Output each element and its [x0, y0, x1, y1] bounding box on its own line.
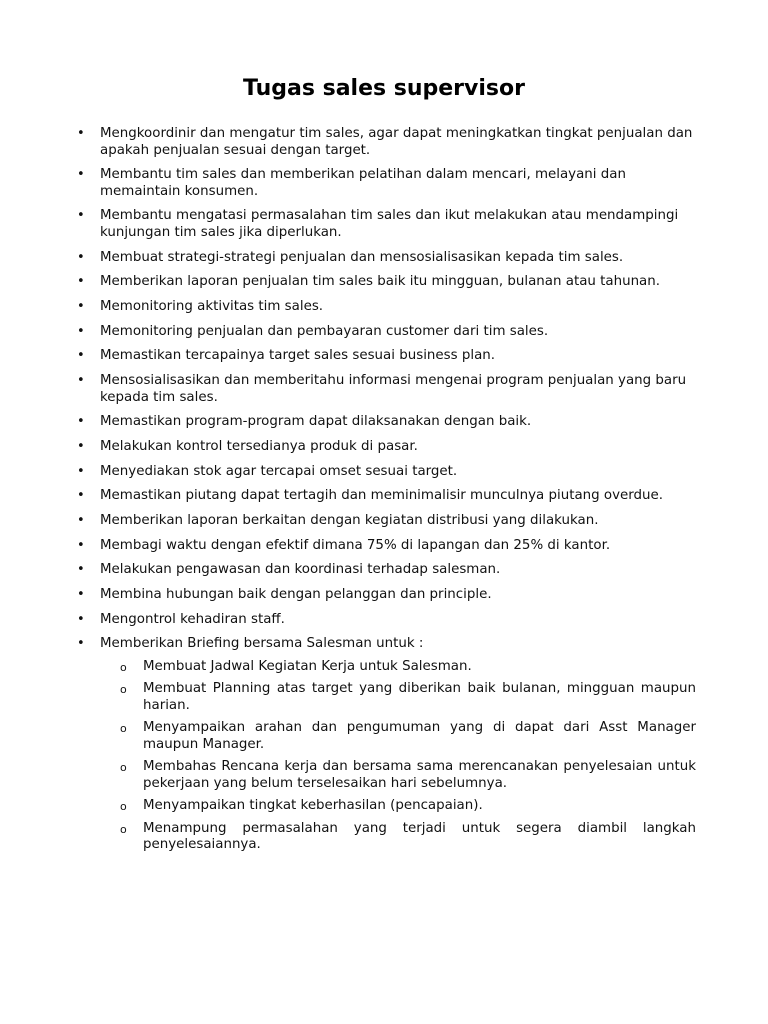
- bullet-icon: •: [77, 208, 85, 224]
- list-item-text: Memastikan tercapainya target sales sesuai business plan.: [100, 348, 496, 364]
- bullet-icon: •: [77, 488, 85, 504]
- bullet-icon: •: [77, 414, 85, 430]
- list-item-text: Membuat strategi-strategi penjualan dan mensosialisasikan kepada tim sales.: [100, 249, 624, 265]
- sub-list-item: [0, 681, 696, 714]
- list-item: [0, 612, 696, 629]
- bullet-icon: •: [77, 249, 85, 265]
- bullet-icon: •: [77, 167, 85, 183]
- bullet-icon: •: [77, 512, 85, 528]
- list-item: [0, 488, 696, 505]
- list-item: [0, 299, 696, 316]
- list-item: [0, 464, 696, 481]
- sub-list-item-text: Menampung permasalahan yang terjadi untuk segera diambil langkah penyelesaiannya.: [143, 820, 696, 853]
- list-item: [0, 513, 696, 530]
- list-item: [0, 587, 696, 604]
- bullet-icon: •: [77, 348, 85, 364]
- bullet-icon: •: [77, 562, 85, 578]
- list-item: [0, 562, 696, 579]
- bullet-icon: •: [77, 298, 85, 314]
- list-item-text: Membantu mengatasi permasalahan tim sales dan ikut melakukan atau mendampingi kunjungan tim sales jika diperlukan.: [100, 208, 679, 240]
- list-item-text: Memberikan laporan berkaitan dengan kegiatan distribusi yang dilakukan.: [100, 512, 599, 528]
- list-item: [0, 167, 696, 200]
- list-item-text: Memberikan laporan penjualan tim sales baik itu mingguan, bulanan atau tahunan.: [100, 274, 661, 290]
- list-item: [0, 324, 696, 341]
- circle-bullet-icon: o: [120, 660, 127, 674]
- sub-list-item: [0, 720, 696, 753]
- list-item-text: Membina hubungan baik dengan pelanggan dan principle.: [100, 587, 492, 602]
- bullet-icon: •: [77, 587, 85, 602]
- sub-list-item: [0, 659, 696, 676]
- list-item: [0, 250, 696, 267]
- bullet-icon: •: [77, 463, 85, 479]
- document-title: Tugas sales supervisor: [243, 76, 525, 101]
- list-item-text: Memonitoring penjualan dan pembayaran customer dari tim sales.: [100, 323, 549, 339]
- bullet-icon: •: [77, 126, 85, 141]
- list-item: [0, 538, 696, 555]
- list-item-text: Memberikan Briefing bersama Salesman untuk :: [100, 636, 424, 652]
- sub-list-item: [0, 759, 696, 792]
- bullet-icon: •: [77, 373, 85, 388]
- list-item: [0, 348, 696, 365]
- list-item-text: Mengontrol kehadiran staff.: [100, 611, 285, 627]
- list-item: [0, 636, 696, 854]
- bullet-icon: •: [77, 323, 85, 339]
- list-item: [0, 274, 696, 291]
- bullet-icon: •: [77, 537, 85, 553]
- bullet-icon: •: [77, 611, 85, 627]
- duty-list: [0, 126, 768, 862]
- list-item-text: Memastikan piutang dapat tertagih dan meminimalisir munculnya piutang overdue.: [100, 488, 664, 504]
- sub-list-item: [0, 821, 696, 854]
- list-item-text: Mensosialisasikan dan memberitahu informasi mengenai program penjualan yang baru kepada tim sales.: [100, 373, 687, 405]
- list-item-text: Memonitoring aktivitas tim sales.: [100, 298, 324, 314]
- list-item-text: Melakukan kontrol tersedianya produk di pasar.: [100, 438, 418, 454]
- sub-list-item-text: Menyampaikan arahan dan pengumuman yang di dapat dari Asst Manager maupun Manager.: [143, 720, 696, 752]
- list-item: [0, 126, 696, 159]
- bullet-icon: •: [77, 274, 85, 290]
- sub-list-item-text: Membuat Jadwal Kegiatan Kerja untuk Salesman.: [143, 658, 472, 674]
- circle-bullet-icon: o: [120, 822, 127, 836]
- list-item: [0, 439, 696, 456]
- bullet-icon: •: [77, 438, 85, 454]
- sub-list-item-text: Menyampaikan tingkat keberhasilan (pencapaian).: [143, 798, 483, 814]
- bullet-icon: •: [77, 636, 85, 652]
- briefing-sublist: [100, 659, 696, 854]
- sub-list-item-text: Membuat Planning atas target yang diberikan baik bulanan, mingguan maupun harian.: [143, 681, 696, 713]
- circle-bullet-icon: o: [120, 761, 127, 775]
- list-item-text: Memastikan program-program dapat dilaksanakan dengan baik.: [100, 414, 532, 430]
- list-item: [0, 373, 696, 406]
- list-item: [0, 414, 696, 431]
- list-item-text: Melakukan pengawasan dan koordinasi terhadap salesman.: [100, 562, 501, 578]
- sub-list-item: [0, 798, 696, 815]
- list-item-text: Menyediakan stok agar tercapai omset sesuai target.: [100, 463, 458, 479]
- circle-bullet-icon: o: [120, 800, 127, 814]
- list-item-text: Membagi waktu dengan efektif dimana 75% di lapangan dan 25% di kantor.: [100, 537, 611, 553]
- list-item: [0, 208, 696, 241]
- list-item-text: Membantu tim sales dan memberikan pelatihan dalam mencari, melayani dan memaintain konsumen.: [100, 167, 626, 199]
- circle-bullet-icon: o: [120, 722, 127, 736]
- list-item-text: Mengkoordinir dan mengatur tim sales, agar dapat meningkatkan tingkat penjualan dan apakah penjualan sesuai dengan target.: [100, 126, 693, 158]
- sub-list-item-text: Membahas Rencana kerja dan bersama sama merencanakan penyelesaian untuk pekerjaan yang belum terselesaikan hari sebelumnya.: [143, 759, 696, 791]
- circle-bullet-icon: o: [120, 683, 127, 697]
